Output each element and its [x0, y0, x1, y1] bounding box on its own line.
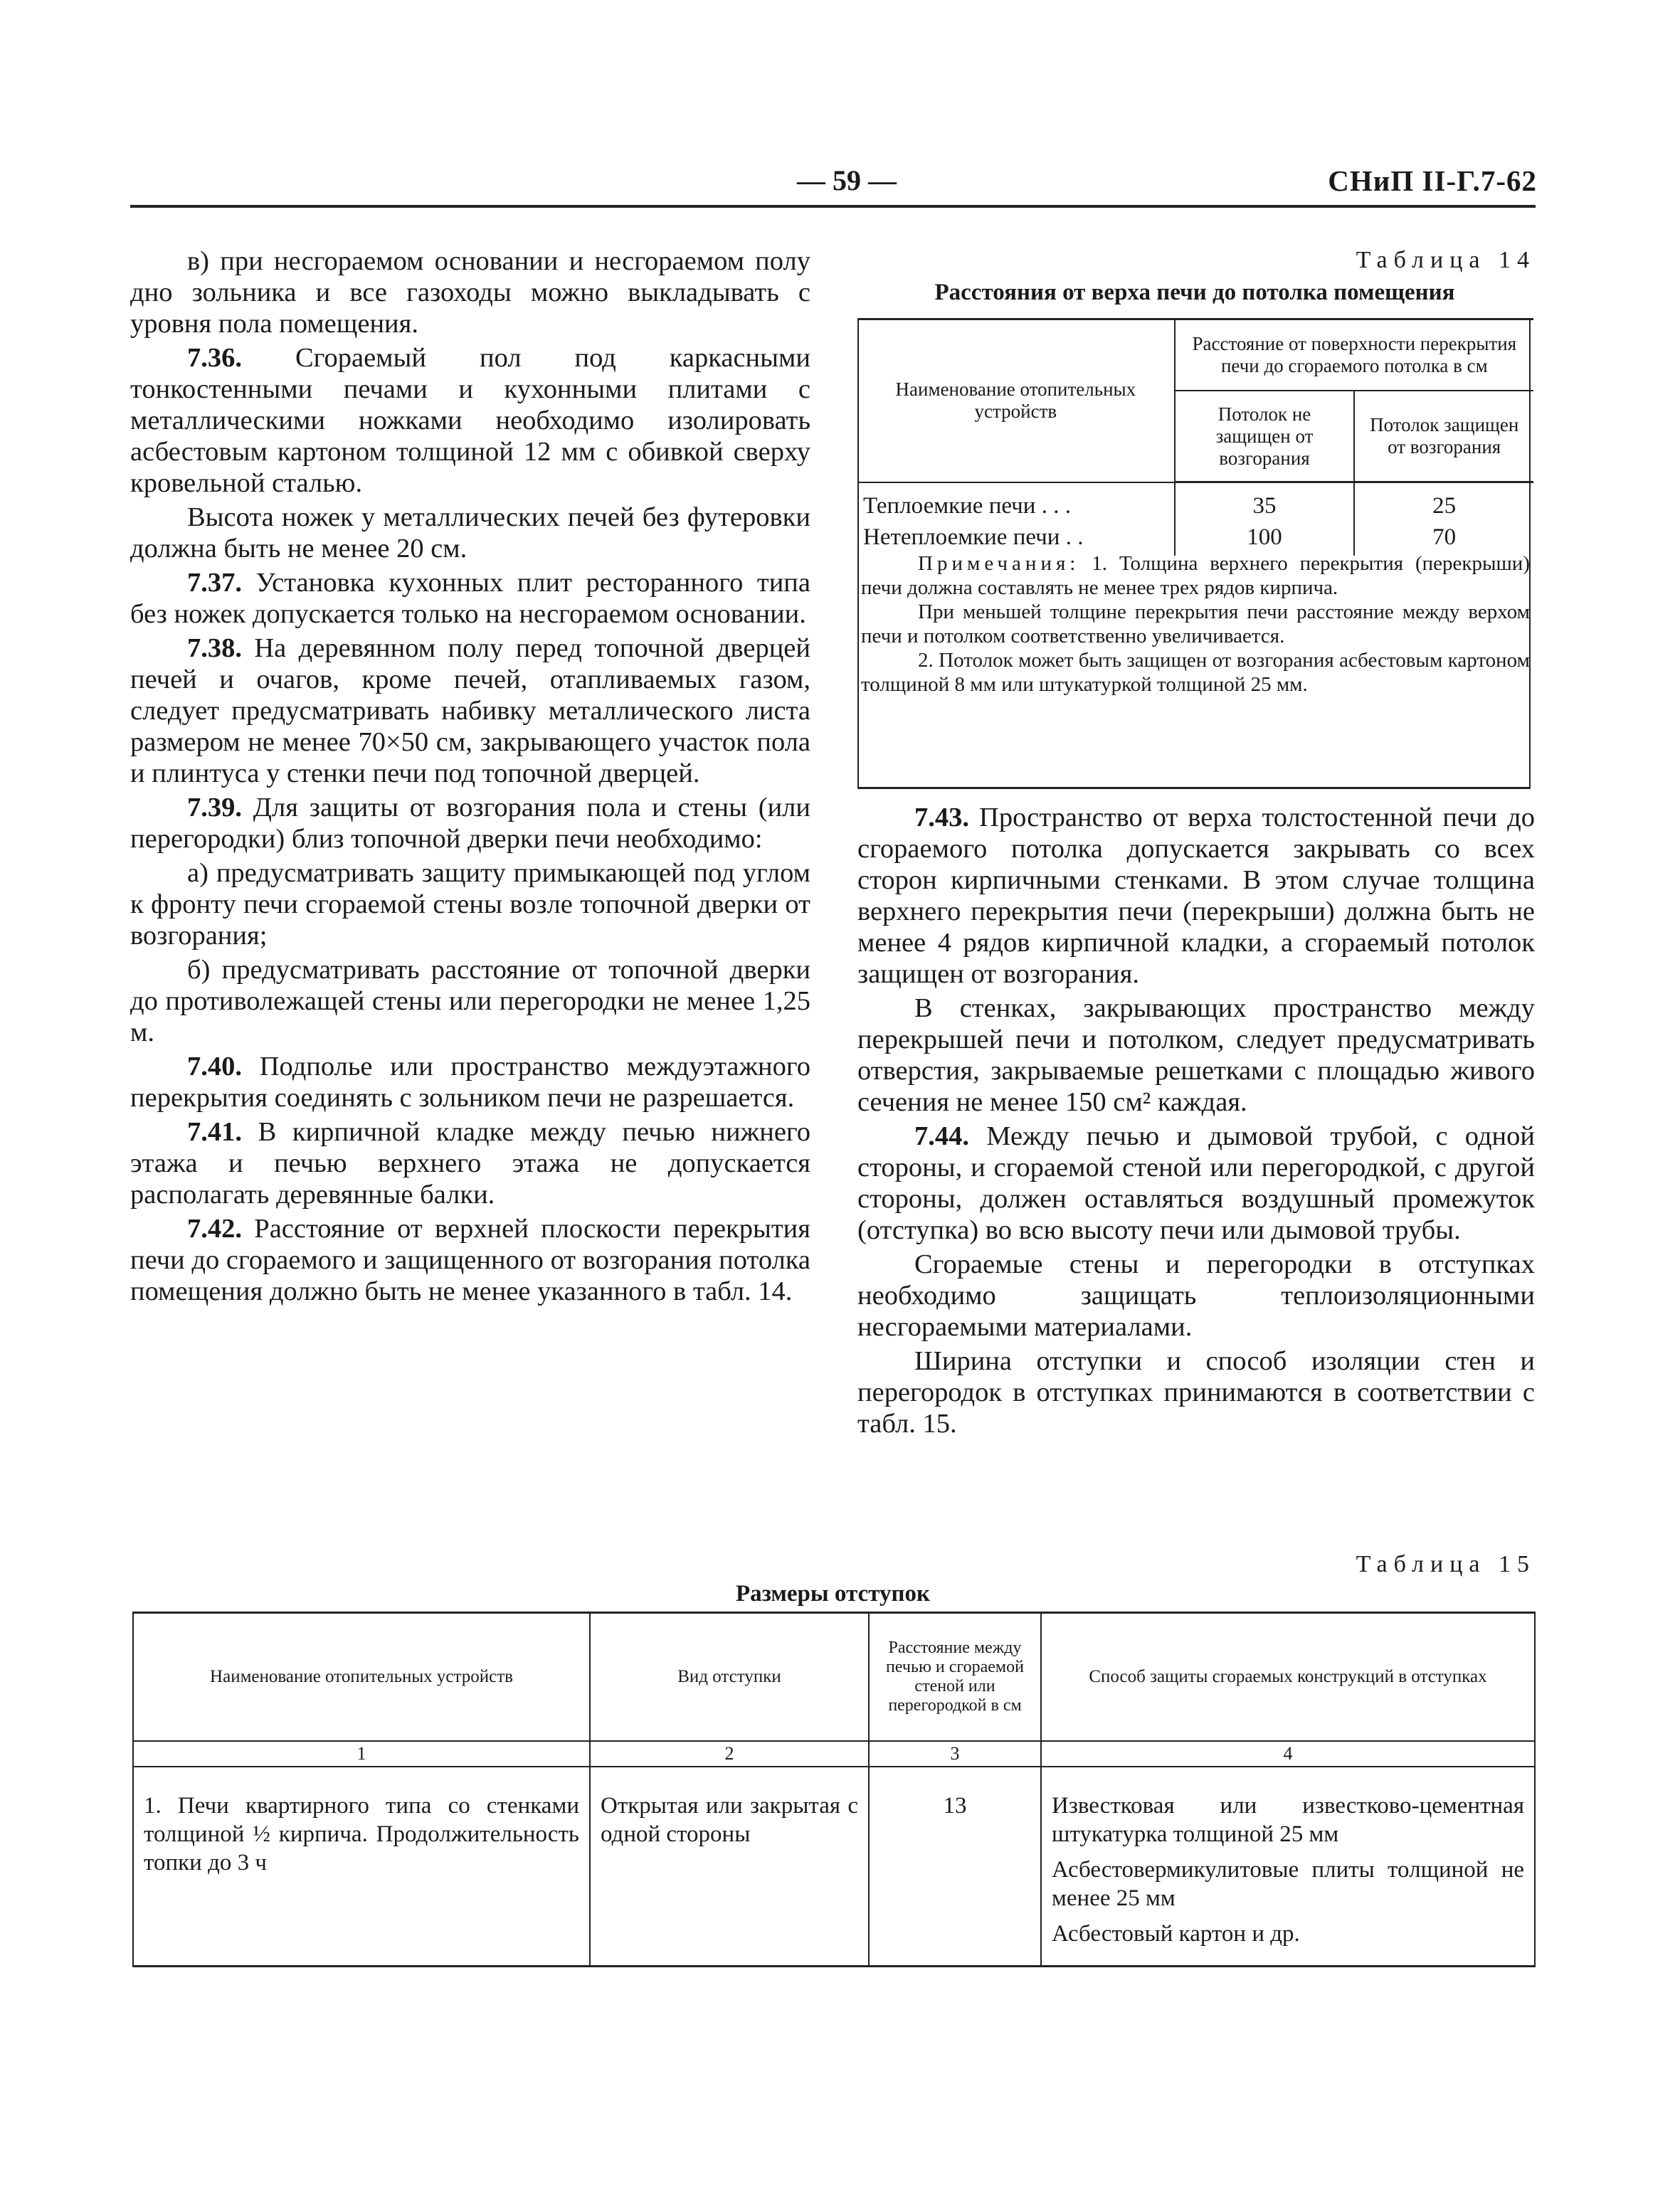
paragraph-7-41: [130, 1116, 810, 1210]
note-1: [861, 551, 1530, 600]
paragraph-7-37: [130, 567, 810, 630]
paragraph-text: В кирпичной кладке между печью нижнего этажа и печью верхнего этажа не допускается располагать деревянные балки.: [130, 1117, 810, 1210]
table-15-row-kind: [590, 1767, 869, 1967]
protection-item: Асбестовый картон и др.: [1052, 1921, 1300, 1947]
paragraph-number: 7.36.: [187, 343, 242, 373]
paragraph-number: 7.39.: [187, 793, 242, 822]
table-14-title: Расстояния от верха печи до потолка помещения: [934, 280, 1455, 305]
paragraph-text: Пространство от верха толстостенной печи до сгораемого потолка допускается закрывать со всех сторон кирпичными стенками. В этом случае толщина верхнего перекрытия печи (перекрыши) должна быть не менее 4 рядов кирпичной кладки, а сгораемый потолок защищен от возгорания.: [857, 803, 1535, 989]
table-15-label: Таблица 15: [1356, 1551, 1536, 1577]
paragraph-7-43: [857, 802, 1535, 990]
paragraph-text: Расстояние от верхней плоскости перекрытия печи до сгораемого и защищенного от возгорания потолка помещения должно быть не менее указанного в табл. 14.: [130, 1214, 810, 1306]
paragraph-text: Установка кухонных плит ресторанного типа без ножек допускается только на несгораемом основании.: [130, 568, 810, 629]
paragraph-number: 7.41.: [187, 1117, 242, 1147]
table-14-header-name: Наименование отопительных устройств: [857, 319, 1175, 482]
table-14-header-col-a: Потолок не защищен от возгорания: [1175, 391, 1355, 482]
table-15-row-kind-text: Открытая или закрытая с одной стороны: [601, 1793, 858, 1847]
paragraph-number: 7.43.: [914, 803, 969, 832]
table-14-header-col-b: Потолок защищен от возгорания: [1354, 391, 1533, 482]
paragraph-7-39: [130, 792, 810, 855]
paragraph-text: Сгораемый пол под каркасными тонкостенными печами и кухонными плитами с металлическими ножками необходимо изолировать асбестовым картоном толщиной 12 мм с обивкой сверху кровельной сталью.: [130, 343, 810, 498]
protection-item: Асбестовермикулитовые плиты толщиной не менее 25 мм: [1052, 1857, 1524, 1911]
table-14-row-name: Теплоемкие печи . . .: [857, 482, 1175, 522]
table-15-col-number: 2: [590, 1741, 869, 1767]
paragraph-number: 7.40.: [187, 1052, 242, 1081]
right-column: [857, 802, 1535, 1442]
paragraph-7-38: [130, 633, 810, 789]
table-15-header-protection: Способ защиты сгораемых конструкций в отступках: [1041, 1613, 1535, 1742]
paragraph: Сгораемые стены и перегородки в отступках необходимо защищать теплоизоляционными несгораемыми материалами.: [857, 1249, 1535, 1342]
paragraph-number: 7.38.: [187, 633, 242, 663]
paragraph: а) предусматривать защиту примыкающей под углом к фронту печи сгораемой стены возле топочной дверки от возгорания;: [130, 858, 810, 951]
table-15-row-name: [133, 1767, 590, 1967]
paragraph-number: 7.44.: [914, 1121, 969, 1151]
table-15-row-distance: 13: [869, 1767, 1041, 1967]
table-14-label: Таблица 14: [1356, 247, 1536, 273]
document-code: СНиП II-Г.7-62: [1328, 164, 1537, 197]
table-15-header-kind: Вид отступки: [590, 1613, 869, 1742]
table-14-notes: [861, 551, 1530, 697]
table-14-cell: 35: [1175, 482, 1355, 522]
table-14-header-group: Расстояние от поверхности перекрытия печи до сгораемого потолка в см: [1175, 319, 1533, 391]
paragraph-number: 7.42.: [187, 1214, 242, 1244]
paragraph-text: На деревянном полу перед топочной дверцей печей и очагов, кроме печей, отапливаемых газом, следует предусматривать набивку металлического листа размером не менее 70×50 см, закрывающего участок пола и плинтуса у стенки печи под топочной дверцей.: [130, 633, 810, 788]
table-14: [857, 318, 1533, 556]
paragraph: Высота ножек у металлических печей без футеровки должна быть не менее 20 см.: [130, 502, 810, 564]
paragraph: Ширина отступки и способ изоляции стен и перегородок в отступках принимаются в соответствии с табл. 15.: [857, 1346, 1535, 1439]
paragraph-text: Подполье или пространство междуэтажного перекрытия соединять с зольником печи не разрешается.: [130, 1052, 810, 1113]
paragraph-number: 7.37.: [187, 568, 242, 598]
table-14-cell: 25: [1432, 493, 1457, 519]
table-15-col-number: 4: [1041, 1741, 1535, 1767]
table-14-row-name: Нетеплоемкие печи . .: [857, 522, 1175, 556]
table-15-col-number: 3: [869, 1741, 1041, 1767]
left-column: [130, 245, 810, 1310]
paragraph: в) при несгораемом основании и несгораемом полу дно зольника и все газоходы можно выкладывать с уровня пола помещения.: [130, 246, 810, 339]
table-15-row-protection: [1041, 1767, 1535, 1967]
table-15-title: Размеры отступок: [735, 1581, 931, 1607]
paragraph-7-42: [130, 1213, 810, 1307]
table-15-header-name: Наименование отопительных устройств: [133, 1613, 590, 1742]
header-rule: [130, 205, 1536, 208]
table-15-header-distance: Расстояние между печью и сгораемой стеной или перегородкой в см: [869, 1613, 1041, 1742]
note-text: 2. Потолок может быть защищен от возгорания асбестовым картоном толщиной 8 мм или штукатуркой толщиной 25 мм.: [861, 649, 1530, 696]
table-14-cell: 100: [1175, 522, 1355, 556]
paragraph-7-44: [857, 1121, 1535, 1246]
page-number: — 59 —: [797, 164, 897, 196]
paragraph-text: Между печью и дымовой трубой, с одной стороны, и сгораемой стеной или перегородкой, с другой стороны, должен оставляться воздушный промежуток (отступка) во всю высоту печи или дымовой трубы.: [857, 1121, 1535, 1245]
table-15: [132, 1612, 1536, 1967]
notes-label: Примечания:: [918, 552, 1080, 575]
protection-item: Известковая или известково-цементная штукатурка толщиной 25 мм: [1052, 1793, 1524, 1847]
paragraph: б) предусматривать расстояние от топочной дверки до противолежащей стены или перегородки не менее 1,25 м.: [130, 955, 810, 1047]
paragraph-7-40: [130, 1051, 810, 1113]
table-14-cell: 70: [1432, 524, 1457, 550]
table-15-col-number: 1: [133, 1741, 590, 1767]
paragraph-text: Для защиты от возгорания пола и стены (или перегородки) близ топочной дверки печи необходимо:: [130, 793, 810, 854]
note-text: При меньшей толщине перекрытия печи расстояние между верхом печи и потолком соответственно увеличивается.: [861, 601, 1530, 647]
paragraph: В стенках, закрывающих пространство между перекрышей печи и потолком, следует предусматривать отверстия, закрываемые решетками с площадью живого сечения не менее 150 см² каждая.: [857, 993, 1535, 1117]
paragraph-7-36: [130, 342, 810, 499]
table-15-row-name-text: 1. Печи квартирного типа со стенками толщиной ½ кирпича. Продолжительность топки до 3 ч: [144, 1793, 579, 1875]
note-text: 1. Толщина верхнего перекрытия (перекрыши) печи должна составлять не менее трех рядов кирпича.: [861, 552, 1530, 599]
